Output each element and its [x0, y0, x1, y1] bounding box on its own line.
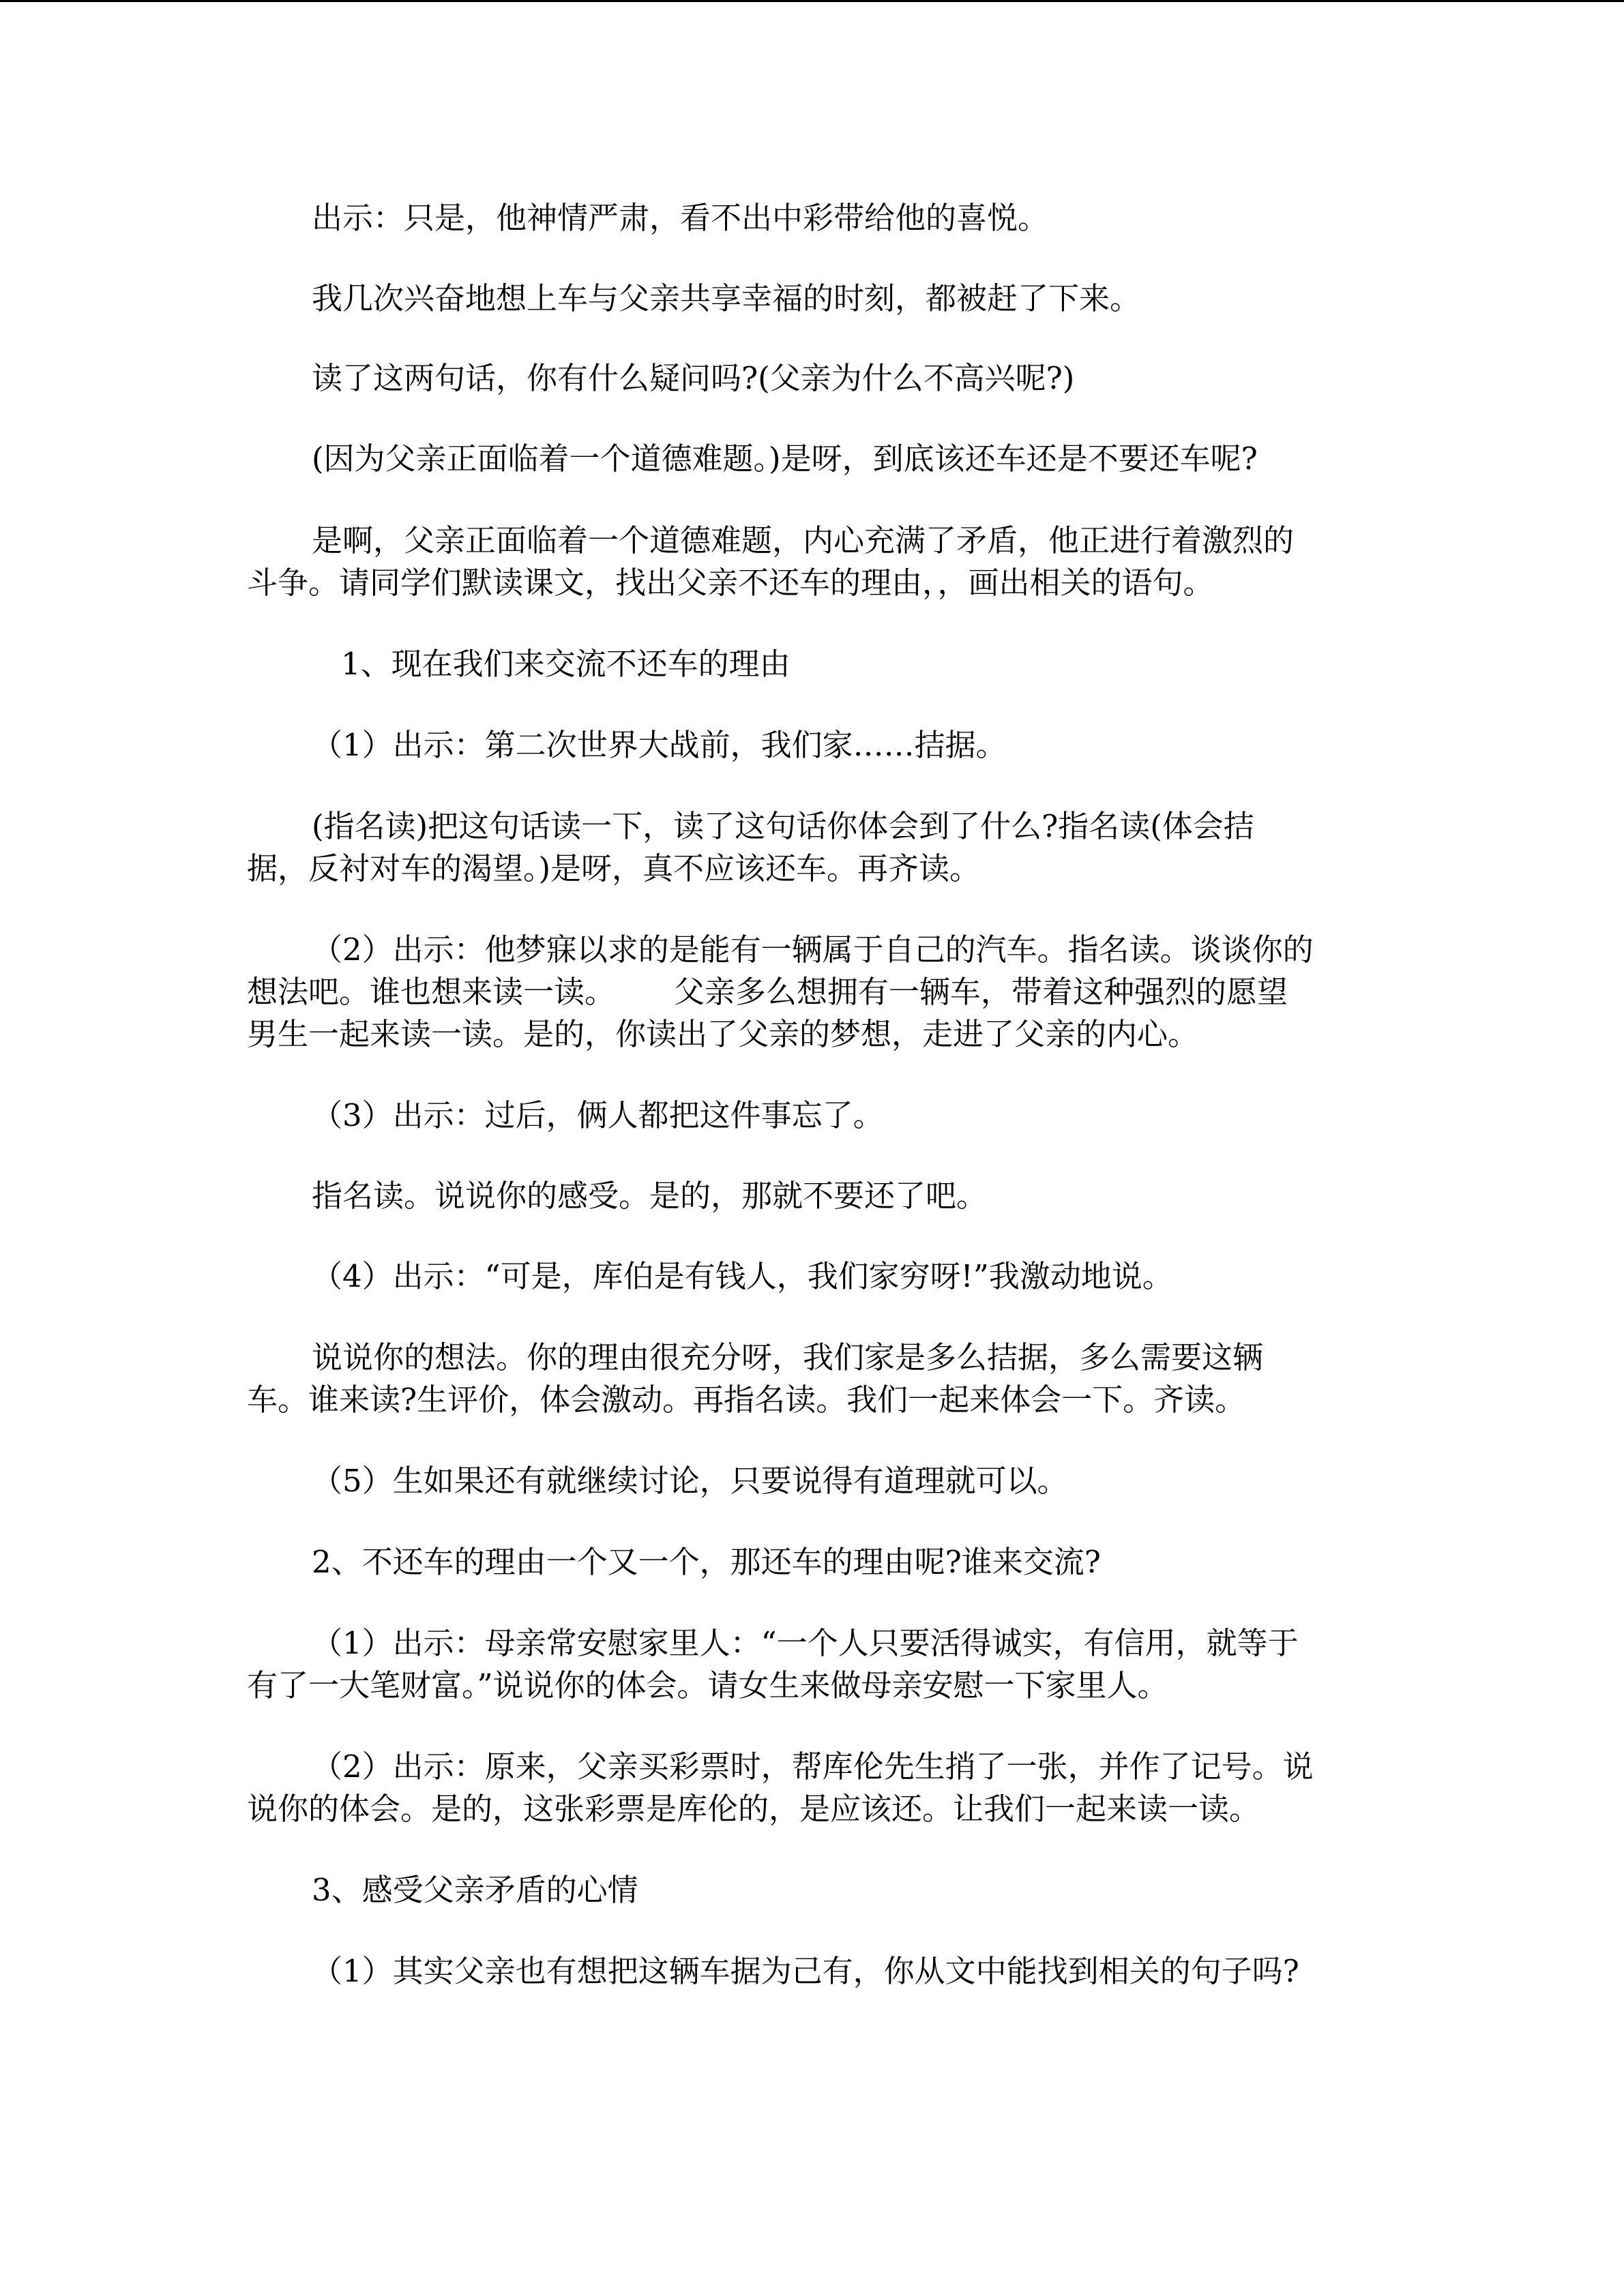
text-line: 有了一大笔财富。”说说你的体会。请女生来做母亲安慰一下家里人。 [247, 1667, 1168, 1703]
text-line: （5）生如果还有就继续讨论，只要说得有道理就可以。 [312, 1463, 1068, 1499]
text-line: 据，反衬对车的渴望。)是呀，真不应该还车。再齐读。 [247, 850, 981, 886]
text-line: （2）出示：原来，父亲买彩票时，帮库伦先生捎了一张，并作了记号。说 [312, 1748, 1314, 1785]
text-line: 3、感受父亲矛盾的心情 [312, 1872, 638, 1908]
text-line: 我几次兴奋地想上车与父亲共享幸福的时刻，都被赶了下来。 [312, 280, 1141, 316]
text-line: （4）出示：“可是，库伯是有钱人，我们家穷呀!”我激动地说。 [312, 1258, 1173, 1294]
text-line: 是啊，父亲正面临着一个道德难题，内心充满了矛盾，他正进行着激烈的 [312, 522, 1295, 558]
text-line: 说说你的想法。你的理由很充分呀，我们家是多么拮据，多么需要这辆 [312, 1339, 1264, 1375]
text-line: （2）出示：他梦寐以求的是能有一辆属于自己的汽车。指名读。谈谈你的 [312, 931, 1314, 968]
text-line: (指名读)把这句话读一下，读了这句话你体会到了什么?指名读(体会拮 [312, 808, 1254, 844]
text-line: 男生一起来读一读。是的，你读出了父亲的梦想，走进了父亲的内心。 [247, 1016, 1199, 1052]
text-line: （1）其实父亲也有想把这辆车据为己有，你从文中能找到相关的句子吗? [312, 1953, 1299, 1989]
text-line: （3）出示：过后，俩人都把这件事忘了。 [312, 1097, 884, 1133]
text-line: 1、现在我们来交流不还车的理由 [341, 646, 791, 682]
text-line: （1）出示：第二次世界大战前，我们家……拮据。 [312, 727, 1007, 763]
text-line: 2、不还车的理由一个又一个，那还车的理由呢?谁来交流? [312, 1544, 1101, 1580]
text-line: (因为父亲正面临着一个道德难题。)是呀，到底该还车还是不要还车呢? [312, 441, 1258, 477]
text-line: 车。谁来读?生评价，体会激动。再指名读。我们一起来体会一下。齐读。 [247, 1382, 1246, 1418]
text-line: （1）出示：母亲常安慰家里人：“一个人只要活得诚实，有信用，就等于 [312, 1625, 1299, 1661]
text-line: 指名读。说说你的感受。是的，那就不要还了吧。 [312, 1178, 988, 1214]
text-line: 出示：只是，他神情严肃，看不出中彩带给他的喜悦。 [312, 200, 1049, 236]
text-line: 说你的体会。是的，这张彩票是库伦的，是应该还。让我们一起来读一读。 [247, 1791, 1260, 1827]
text-line: 读了这两句话，你有什么疑问吗?(父亲为什么不高兴呢?) [312, 360, 1075, 396]
text-line: 想法吧。谁也想来读一读。 父亲多么想拥有一辆车，带着这种强烈的愿望 [247, 974, 1288, 1010]
text-line: 斗争。请同学们默读课文，找出父亲不还车的理由，，画出相关的语句。 [247, 565, 1214, 601]
